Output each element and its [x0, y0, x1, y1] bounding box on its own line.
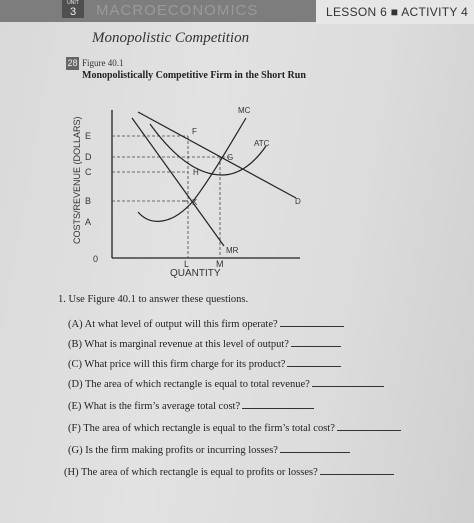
tick-label-m: M — [216, 259, 224, 269]
question-h — [64, 465, 394, 478]
x-axis-label: QUANTITY — [170, 268, 221, 279]
question-c — [68, 357, 341, 370]
question-h-text: (H) The area of which rectangle is equal to profits or losses? — [64, 467, 318, 478]
answer-blank-f[interactable] — [337, 421, 401, 431]
figure-title: Monopolistically Competitive Firm in the Short Run — [82, 70, 306, 81]
mc-label: MC — [238, 106, 251, 115]
tick-label-l: L — [184, 259, 190, 269]
question-c-text: (C) What price will this firm charge for its product? — [68, 359, 286, 370]
figure-number: Figure 40.1 — [82, 58, 124, 68]
point-h-label: H — [193, 168, 199, 177]
tick-label-e: E — [85, 131, 92, 141]
answer-blank-d[interactable] — [312, 377, 384, 387]
origin-label: 0 — [93, 254, 99, 264]
question-f-text: (F) The area of which rectangle is equal to the firm’s total cost? — [68, 423, 335, 434]
unit-label: UNIT — [67, 0, 79, 6]
question-b — [68, 337, 341, 350]
unit-number: 3 — [69, 6, 77, 18]
y-axis-label: COSTS/REVENUE (DOLLARS) — [72, 116, 82, 244]
answer-blank-g[interactable] — [280, 443, 350, 453]
question-a — [68, 317, 344, 330]
tick-label-d: D — [85, 152, 92, 162]
point-k-label: K — [192, 198, 198, 207]
faded-heading: MACROECONOMICS — [96, 2, 259, 19]
tick-label-b: B — [85, 196, 92, 206]
mr-label: MR — [226, 246, 239, 255]
question-g-text: (G) Is the firm making profits or incurring losses? — [68, 445, 278, 456]
tick-label-a: A — [85, 217, 92, 227]
question-intro: 1. Use Figure 40.1 to answer these questions. — [58, 294, 249, 305]
answer-blank-a[interactable] — [280, 317, 344, 327]
question-d — [68, 377, 384, 390]
figure-badge: 28 — [67, 58, 78, 68]
question-a-text: (A) At what level of output will this firm operate? — [68, 319, 278, 330]
question-b-text: (B) What is marginal revenue at this level of output? — [68, 339, 289, 350]
question-e-text: (E) What is the firm’s average total cost? — [68, 401, 241, 412]
question-d-text: (D) The area of which rectangle is equal to total revenue? — [68, 379, 310, 390]
lesson-activity-label: LESSON 6 ■ ACTIVITY 4 — [326, 5, 469, 19]
question-f — [68, 421, 401, 434]
point-g-label: G — [227, 153, 234, 162]
tick-label-c: C — [85, 167, 92, 177]
answer-blank-b[interactable] — [291, 337, 341, 347]
answer-blank-e[interactable] — [242, 399, 314, 409]
point-f-label: F — [192, 127, 197, 136]
question-e — [68, 399, 314, 412]
page-title: Monopolistic Competition — [92, 30, 250, 46]
atc-label: ATC — [254, 139, 270, 148]
answer-blank-c[interactable] — [287, 357, 341, 367]
answer-blank-h[interactable] — [320, 465, 394, 475]
question-g — [68, 443, 350, 456]
d-label: D — [295, 197, 301, 206]
